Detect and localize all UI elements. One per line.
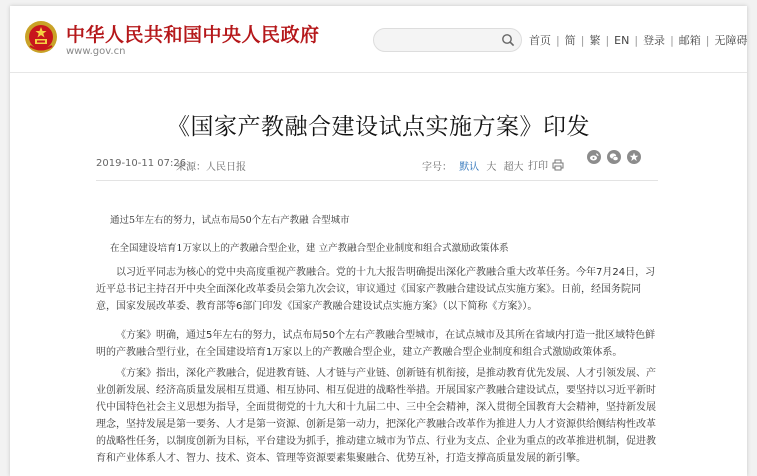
header-divider (10, 72, 747, 73)
nav-separator: | (634, 33, 639, 47)
search-icon[interactable] (501, 33, 515, 47)
nav-separator: | (605, 33, 610, 47)
font-size-large[interactable]: 大 (486, 162, 497, 173)
nav-separator: | (580, 33, 585, 47)
print-label: 打印 (528, 161, 548, 172)
print-icon (552, 159, 564, 171)
wechat-share-button[interactable] (607, 150, 621, 164)
publish-date: 2019-10-11 07:26 (96, 158, 187, 169)
article-source (176, 158, 246, 173)
weibo-share-button[interactable] (587, 150, 601, 164)
national-emblem-icon[interactable] (24, 20, 58, 54)
print-button[interactable] (528, 157, 564, 172)
site-name[interactable]: 中华人民共和国中央人民政府 (66, 24, 320, 46)
article-paragraph: 《方案》指出，深化产教融合，促进教育链、人才链与产业链、创新链有机衔接，是推动教育优先发展、人才引领发展、产业创新发展、经济高质量发展相互贯通、相互协同、相互促进的战略性举措。开展国家产教融合建设试点，要坚持以习近平新时代中国特色社会主义思想为指导，全面贯彻党的十九大和十九届二中、三中全会精神，深入贯彻全国教育大会精神，坚持新发展理念，坚持发展是第一要务、人才是第一资源、创新是第一动力，把深化产教融合改革作为推进人力人才资源供给侧结构性改革的战略性任务，以制度创新为目标，平台建设为抓手，推动建立城市为节点、行业为支点、企业为重点的改革推进机制，促进教育和产业体系人才、智力、技术、资本、管理等资源要素集聚融合、优势互补，打造支撑高质量发展的新引擎。 (96, 368, 656, 464)
qzone-icon (629, 152, 639, 162)
nav-separator: | (670, 33, 674, 47)
site-header (10, 6, 747, 66)
lead-highlight-1: 通过5年左右的努力，试点布局50个左右产教融 合型城市 (110, 215, 350, 226)
article-paragraph: 以习近平同志为核心的党中央高度重视产教融合。党的十九大报告明确提出深化产教融合重大改革任务。今年7月24日，习近平总书记主持召开中央全面深化改革委员会第九次会议，审议通过《国家产教融合建设试点实施方案》。日前，经国务院同意，国家发展改革委、教育部等6部门印发《国家产教融合建设试点实施方案》（以下简称《方案》）。 (96, 267, 656, 312)
page-card (10, 6, 747, 476)
search-input[interactable] (384, 32, 498, 50)
source-name: 人民日报 (206, 162, 246, 173)
search-box[interactable] (373, 28, 522, 52)
article-meta (96, 158, 656, 174)
nav-traditional[interactable]: 繁 (589, 34, 601, 47)
source-label: 来源： (176, 162, 206, 173)
qzone-share-button[interactable] (627, 150, 641, 164)
site-url: www.gov.cn (66, 46, 126, 57)
nav-login[interactable]: 登录 (643, 34, 666, 47)
nav-separator: | (705, 33, 710, 47)
article-title: 《国家产教融合建设试点实施方案》印发 (167, 114, 590, 140)
font-size-xlarge[interactable]: 超大 (503, 162, 524, 173)
wechat-icon (609, 152, 619, 162)
nav-separator: | (556, 33, 560, 47)
article-paragraph: 《方案》明确，通过5年左右的努力，试点布局50个左右产教融合型城市，在试点城市及其所在省域内打造一批区域特色鲜明的产教融合型行业，在全国建设培育1万家以上的产教融合型企业，建立产教融合型企业制度和组合式激励政策体系。 (96, 330, 656, 358)
font-size-label: 字号： (422, 162, 452, 173)
font-size-default[interactable]: 默认 (459, 162, 480, 173)
font-size-control (422, 158, 524, 173)
share-buttons (587, 150, 647, 164)
meta-divider (96, 180, 658, 181)
weibo-icon (589, 152, 599, 162)
nav-accessibility[interactable]: 无障碍 (714, 34, 747, 47)
nav-mail[interactable]: 邮箱 (678, 34, 701, 47)
nav-english[interactable]: EN (614, 33, 630, 47)
top-nav (529, 32, 747, 48)
lead-highlight-2: 在全国建设培育1万家以上的产教融合型企业，建 立产教融合型企业制度和组合式激励政策体系 (110, 243, 509, 254)
nav-simplified[interactable]: 简 (564, 34, 576, 47)
nav-home[interactable]: 首页 (529, 34, 551, 47)
